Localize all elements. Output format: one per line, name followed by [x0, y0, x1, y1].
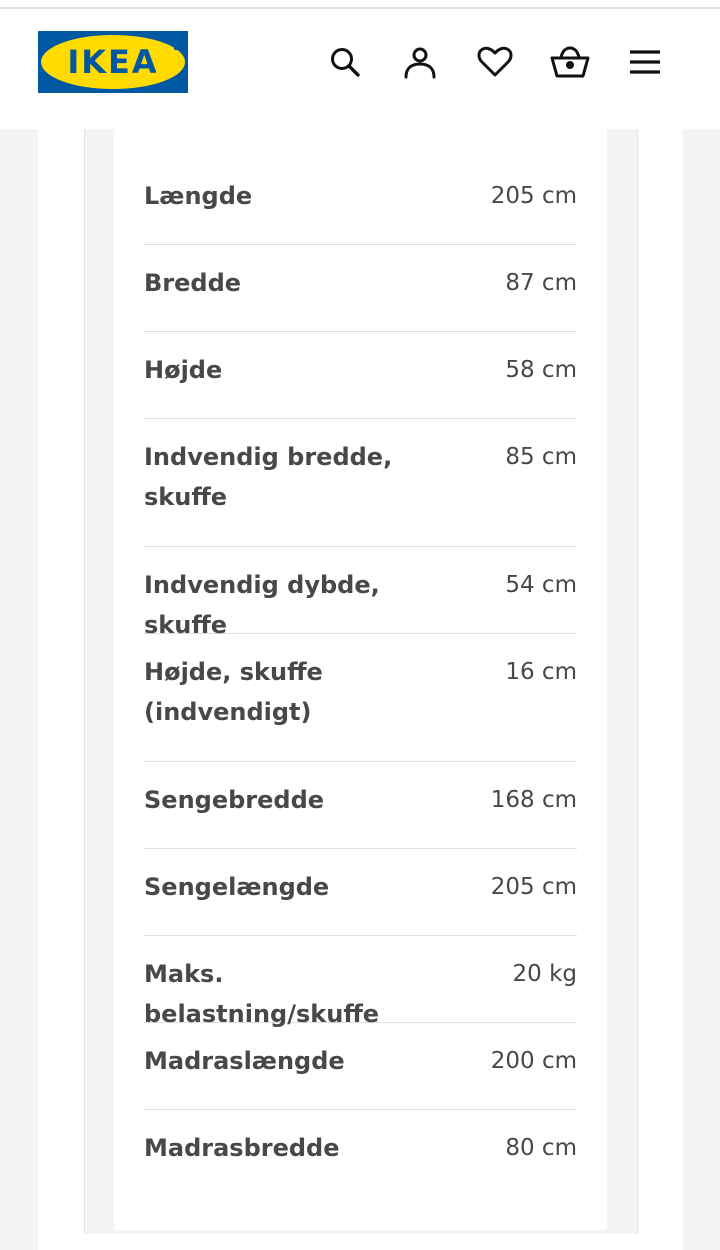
account-icon[interactable] [400, 42, 440, 82]
logo-text: IKEA [67, 43, 159, 81]
spec-value: 54 cm [505, 572, 577, 598]
search-icon[interactable] [325, 42, 365, 82]
left-gutter [0, 129, 38, 1250]
site-header [0, 9, 720, 129]
spec-label: Længde [144, 182, 253, 210]
spec-row-drawer-inner-width [144, 419, 577, 547]
spec-label: Indvendig bredde, skuffe [144, 443, 393, 511]
spec-value: 80 cm [505, 1135, 577, 1161]
basket-icon[interactable] [550, 42, 590, 82]
spec-row-drawer-inner-depth [144, 547, 577, 639]
top-divider [0, 0, 720, 9]
spec-value: 168 cm [490, 787, 577, 813]
spec-row-mattress-width [144, 1110, 577, 1197]
spec-row-bed-width [144, 762, 577, 849]
dimensions-list [144, 158, 577, 1197]
spec-label: Bredde [144, 269, 242, 297]
spec-label: Maks. belastning/skuffe [144, 960, 380, 1028]
spec-label: Højde [144, 356, 223, 384]
spec-row-max-load-drawer [144, 936, 577, 1028]
spec-label: Højde, skuffe (indvendigt) [144, 658, 323, 726]
spec-row-bed-length [144, 849, 577, 936]
spec-row-length [144, 158, 577, 245]
heart-icon[interactable] [475, 42, 515, 82]
spec-value: 205 cm [490, 183, 577, 209]
spec-row-width [144, 245, 577, 332]
spec-value: 200 cm [490, 1048, 577, 1074]
spec-value: 20 kg [512, 961, 577, 987]
spec-label: Madrasbredde [144, 1134, 340, 1162]
spec-label: Sengelængde [144, 873, 330, 901]
spec-row-height [144, 332, 577, 419]
spec-value: 58 cm [505, 357, 577, 383]
spec-label: Madraslængde [144, 1047, 345, 1075]
right-gutter [683, 129, 720, 1250]
spec-label: Indvendig dybde, skuffe [144, 571, 380, 639]
spec-row-mattress-length [144, 1023, 577, 1110]
spec-label: Sengebredde [144, 786, 325, 814]
spec-value: 16 cm [505, 659, 577, 685]
bottom-strip [38, 1234, 683, 1250]
spec-value: 85 cm [505, 444, 577, 470]
menu-icon[interactable] [625, 42, 665, 82]
spec-row-drawer-inner-height [144, 634, 577, 762]
ikea-logo[interactable] [38, 31, 188, 93]
spec-value: 87 cm [505, 270, 577, 296]
spec-value: 205 cm [490, 874, 577, 900]
